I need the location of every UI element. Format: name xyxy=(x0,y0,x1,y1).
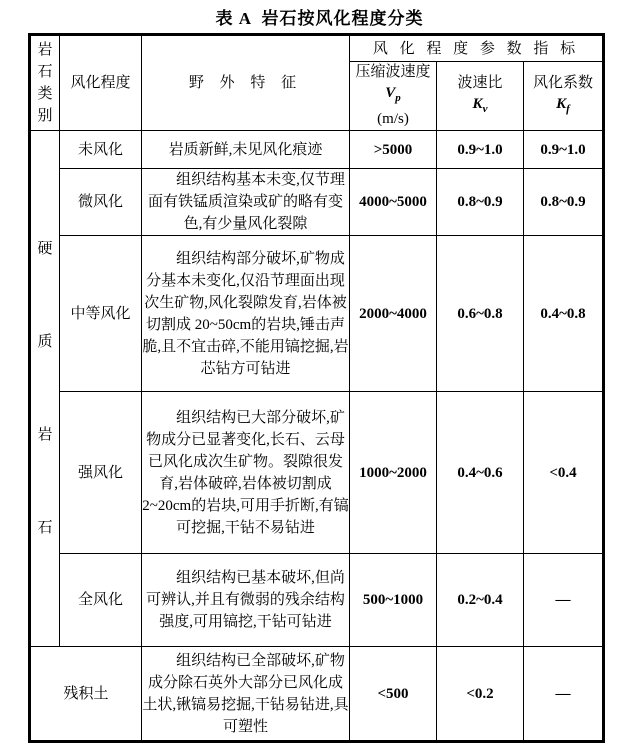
cell-vp: >5000 xyxy=(350,131,437,169)
cell-kv: 0.9~1.0 xyxy=(437,131,524,169)
weathering-classification-table xyxy=(28,33,605,743)
cell-kf: 0.9~1.0 xyxy=(524,131,604,169)
table-title: 表 A 岩石按风化程度分类 xyxy=(215,9,424,28)
header-rock-class-label: 岩石类别 xyxy=(37,42,53,124)
cell-vp: <500 xyxy=(350,647,437,742)
cell-rock-class xyxy=(30,131,60,647)
header-vp-name: 压缩波速度 xyxy=(355,64,431,80)
header-kv xyxy=(437,62,524,131)
table-row xyxy=(30,131,604,169)
cell-feature: 组织结构基本未变,仅节理面有铁锰质渲染或矿的略有变色,有少量风化裂隙 xyxy=(142,169,350,236)
cell-kv: 0.2~0.4 xyxy=(437,554,524,647)
header-row-group xyxy=(30,35,604,62)
header-rock-class xyxy=(30,35,60,131)
header-field-characteristics: 野 外 特 征 xyxy=(142,35,350,131)
cell-vp: 2000~4000 xyxy=(350,236,437,392)
header-kv-name: 波速比 xyxy=(457,74,503,91)
cell-vp: 1000~2000 xyxy=(350,392,437,554)
cell-kv: <0.2 xyxy=(437,647,524,742)
cell-vp: 4000~5000 xyxy=(350,169,437,236)
header-vp xyxy=(350,62,437,131)
cell-kf: — xyxy=(524,554,604,647)
cell-degree: 强风化 xyxy=(60,392,142,554)
cell-kv: 0.8~0.9 xyxy=(437,169,524,236)
table-row xyxy=(30,647,604,742)
cell-kv: 0.6~0.8 xyxy=(437,236,524,392)
header-kf-symbol: $K_f$ xyxy=(556,95,570,115)
cell-kf: <0.4 xyxy=(524,392,604,554)
cell-kf: — xyxy=(524,647,604,742)
table-row xyxy=(30,392,604,554)
cell-kv: 0.4~0.6 xyxy=(437,392,524,554)
header-kf-name: 风化系数 xyxy=(532,74,593,91)
cell-vp: 500~1000 xyxy=(350,554,437,647)
cell-kf: 0.8~0.9 xyxy=(524,169,604,236)
cell-feature: 组织结构已大部分破坏,矿物成分已显著变化,长石、云母已风化成次生矿物。裂隙很发育,岩体破碎,岩体被切割成 2~20cm的岩块,可用手折断,有镐可挖掘,干钻不易钻进 xyxy=(142,392,350,554)
header-kf xyxy=(524,62,604,131)
table-row xyxy=(30,236,604,392)
cell-feature: 组织结构已基本破坏,但尚可辨认,并且有微弱的残余结构强度,可用镐挖,干钻可钻进 xyxy=(142,554,350,647)
cell-kf: 0.4~0.8 xyxy=(524,236,604,392)
cell-feature: 组织结构已全部破坏,矿物成分除石英外大部分已风化成土状,锹镐易挖掘,干钻易钻进,具可塑性 xyxy=(142,647,350,742)
cell-feature: 组织结构部分破坏,矿物成分基本未变化,仅沿节理面出现次生矿物,风化裂隙发育,岩体被切割成 20~50cm的岩块,锤击声脆,且不宜击碎,不能用镐挖掘,岩芯钻方可钻进 xyxy=(142,236,350,392)
cell-feature: 岩质新鲜,未见风化痕迹 xyxy=(142,131,350,169)
header-kv-symbol: $K_v$ xyxy=(472,95,488,115)
cell-degree: 全风化 xyxy=(60,554,142,647)
cell-degree: 微风化 xyxy=(60,169,142,236)
table-row xyxy=(30,554,604,647)
table-row xyxy=(30,169,604,236)
header-weathering-degree: 风化程度 xyxy=(60,35,142,131)
header-vp-unit: (m/s) xyxy=(377,111,409,127)
cell-degree: 未风化 xyxy=(60,131,142,169)
rock-class-label: 硬质岩石 xyxy=(37,240,53,536)
cell-degree: 中等风化 xyxy=(60,236,142,392)
header-parameter-group: 风 化 程 度 参 数 指 标 xyxy=(350,35,604,62)
header-vp-symbol: $V_p$ xyxy=(385,85,401,104)
cell-degree: 残积土 xyxy=(30,647,142,742)
